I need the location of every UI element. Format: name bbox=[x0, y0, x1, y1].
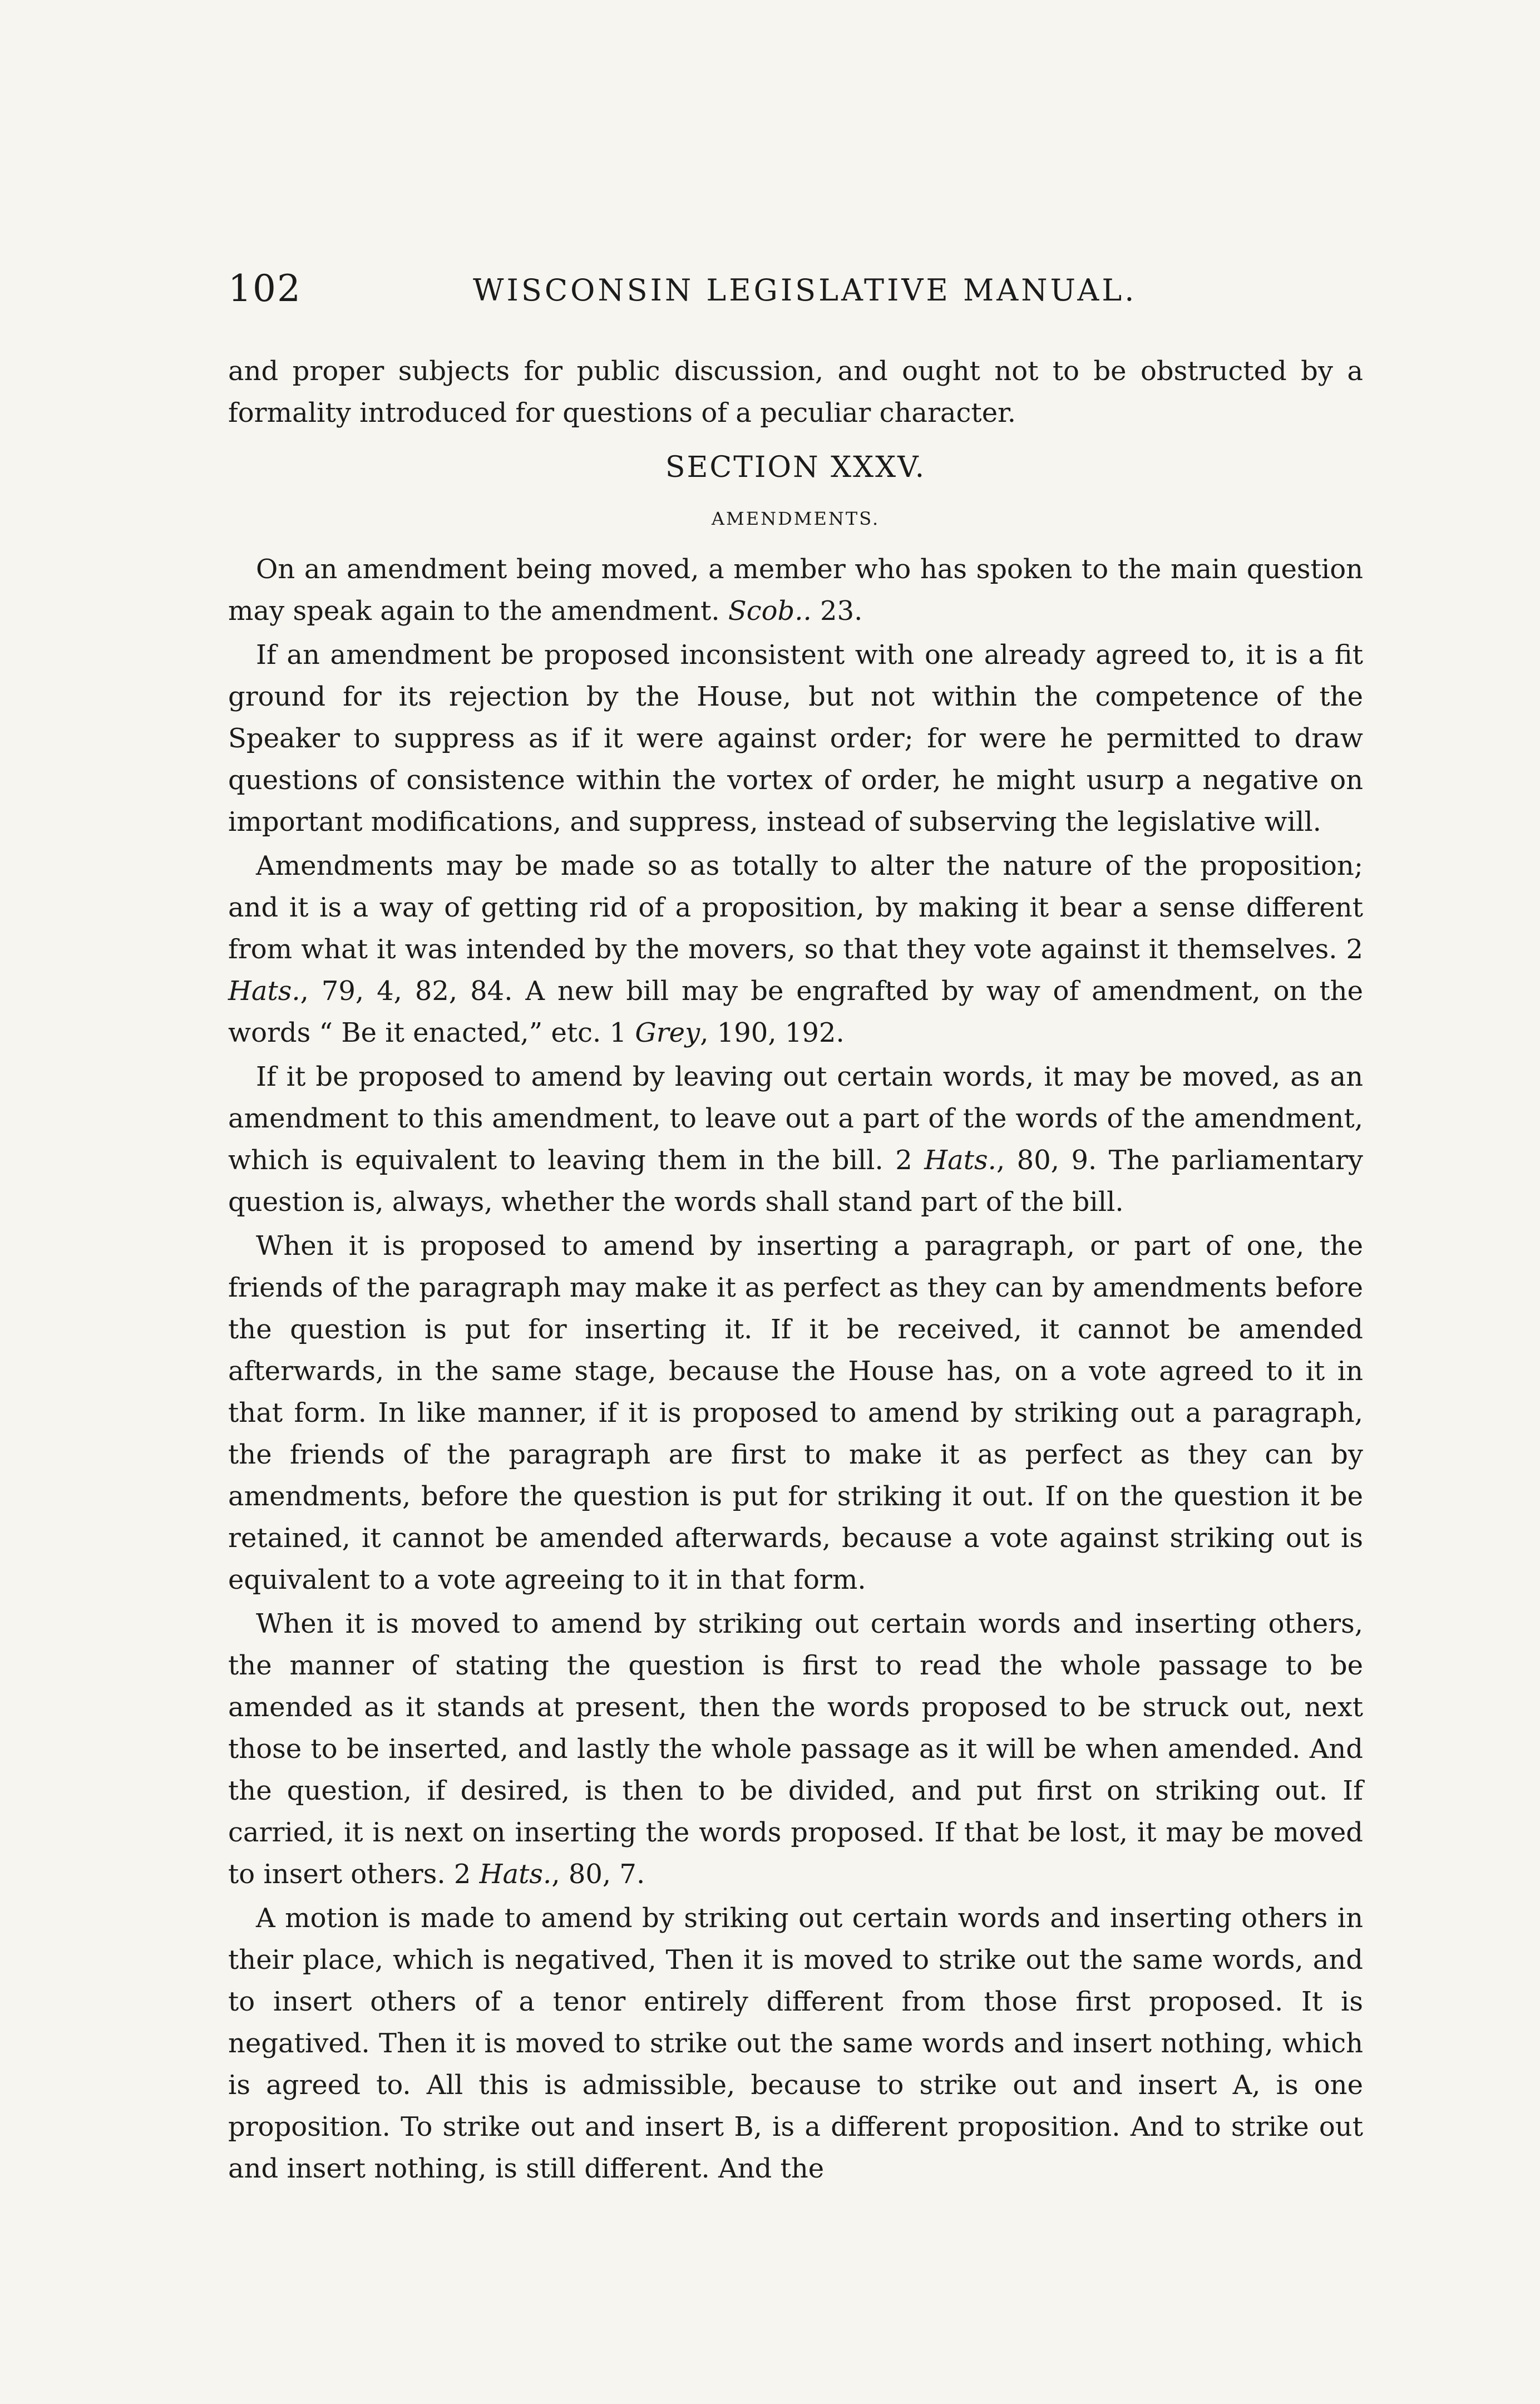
paragraph-7: A motion is made to amend by striking out certain words and inserting others in their place, which is negatived, Then it is moved to strike out the same words, and to insert others of a tenor entirely different from those first proposed. It is negatived. Then it is moved to strike out the same words and insert nothing, which is agreed to. All this is admissible, because to strike out and insert A, is one proposition. To strike out and insert B, is a different proposition. And to strike out and insert nothing, is still different. And the bbox=[228, 1903, 1363, 2184]
section-subtitle: AMENDMENTS. bbox=[711, 508, 880, 529]
paragraph-tail: , 79, 4, 82, 84. A new bill may be engrafted by way of amendment, on the words “ Be it enacted,” etc. 1 bbox=[228, 976, 1363, 1048]
paragraph-text: If it be proposed to amend by leaving out certain words, it may be moved, as an amendment to this amendment, to leave out a part of the words of the amendment, which is equivalent to leaving them in the bill. 2 bbox=[228, 1061, 1363, 1176]
paragraph-3 bbox=[228, 845, 1363, 1054]
paragraph-text: Amendments may be made so as totally to alter the nature of the proposition; and it is a way of getting rid of a proposition, by making it bear a sense different from what it was intended by the movers, so that they vote against it themselves. 2 bbox=[228, 850, 1363, 965]
paragraph-tail: , 190, 192. bbox=[700, 1017, 845, 1048]
page bbox=[228, 267, 1363, 2190]
section-title: SECTION XXXV. bbox=[665, 451, 926, 484]
paragraph-5: When it is proposed to amend by inserting a paragraph, or part of one, the friends of the paragraph may make it as perfect as they can by amendments before the question is put for inserting it. If it be received, it cannot be amended afterwards, in the same stage, because the House has, on a vote agreed to it in that form. In like manner, if it is proposed to amend by striking out a paragraph, the friends of the paragraph are first to make it as perfect as they can by amendments, before the question is put for striking it out. If on the question it be retained, it cannot be amended afterwards, because a vote against striking out is equivalent to a vote agreeing to it in that form. bbox=[228, 1230, 1363, 1595]
paragraph-4 bbox=[228, 1056, 1363, 1223]
paragraph-text: On an amendment being moved, a member who has spoken to the main question may speak again to the amendment. bbox=[228, 554, 1363, 627]
paragraph-tail: , 80, 9. The parliamentary question is, always, whether the words shall stand part of the bill. bbox=[228, 1145, 1363, 1218]
paragraph-tail: 23. bbox=[811, 595, 863, 627]
paragraph-tail: , 80, 7. bbox=[551, 1859, 645, 1890]
running-title: WISCONSIN LEGISLATIVE MANUAL. bbox=[473, 273, 1137, 308]
paragraph-2: If an amendment be proposed inconsistent with one already agreed to, it is a fit ground for its rejection by the House, but not within the competence of the Speaker to suppress as if it were against order; for were he permitted to draw questions of consistence within the vortex of order, he might usurp a negative on important modifications, and suppress, instead of subserving the legislative will. bbox=[228, 639, 1363, 838]
paragraph-6 bbox=[228, 1603, 1363, 1895]
citation: Scob.. bbox=[728, 595, 812, 627]
continuation-paragraph: and proper subjects for public discussion, and ought not to be obstructed by a formality introduced for questions of a peculiar character. bbox=[228, 356, 1363, 428]
citation: Hats. bbox=[479, 1859, 552, 1890]
citation: Hats. bbox=[228, 976, 300, 1007]
running-head bbox=[228, 267, 1363, 328]
paragraph-text: When it is moved to amend by striking out certain words and inserting others, the manner of stating the question is first to read the whole passage to be amended as it stands at present, then the words proposed to be struck out, next those to be inserted, and lastly the whole passage as it will be when amended. And the question, if desired, is then to be divided, and put first on striking out. If carried, it is next on inserting the words proposed. If that be lost, it may be moved to insert others. 2 bbox=[228, 1608, 1363, 1890]
page-number: 102 bbox=[228, 267, 302, 310]
citation: Hats. bbox=[924, 1145, 996, 1176]
citation: Grey bbox=[635, 1017, 700, 1048]
paragraph-1 bbox=[228, 549, 1363, 632]
